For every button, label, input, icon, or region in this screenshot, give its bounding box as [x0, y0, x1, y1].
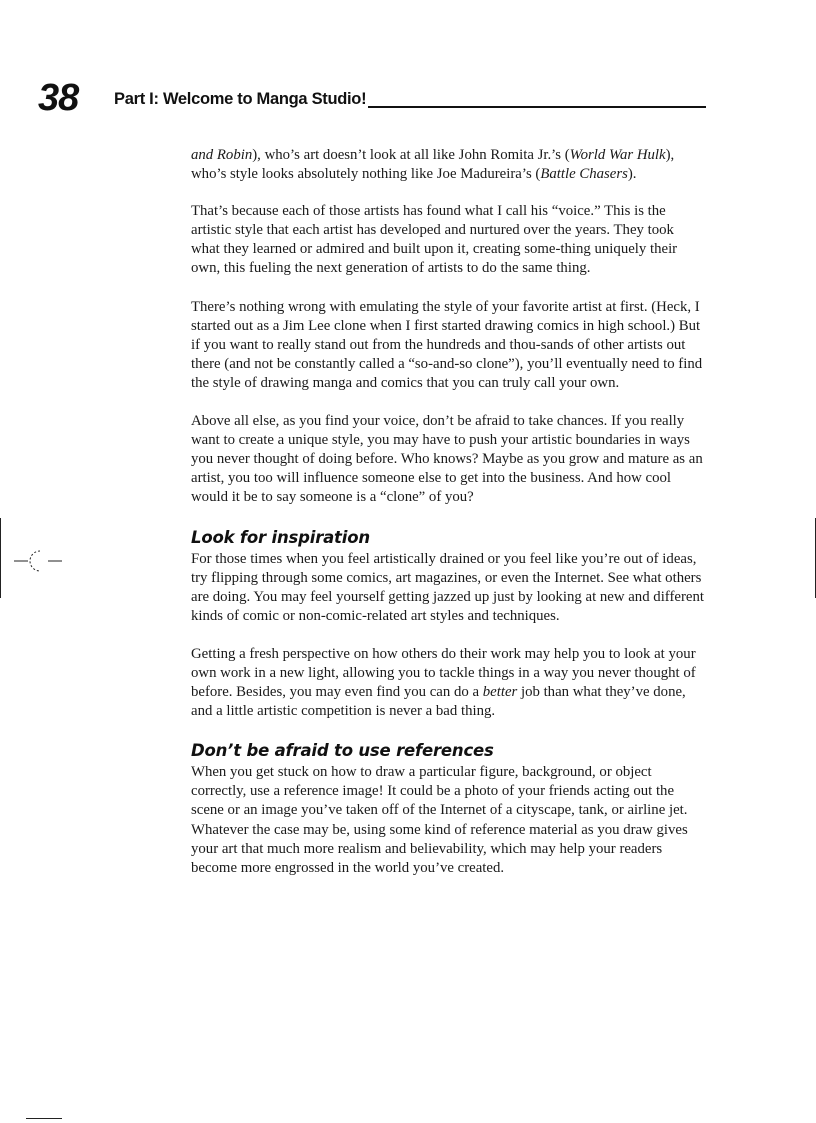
- crop-line-bottom: [26, 1118, 62, 1119]
- paragraph-5: For those times when you feel artistically drained or you feel like you’re out of ideas, try flipping through some comics, art magazines, or even the Internet. See what others are doing. You may feel yourself getting jazzed up just by looking at new and different kinds of comic or non-comic-related art styles and techniques.: [191, 550, 704, 624]
- paragraph-1: [191, 146, 706, 184]
- crop-line-left: [0, 518, 1, 598]
- body-text: [191, 146, 706, 897]
- paragraph-7: When you get stuck on how to draw a particular figure, background, or object correctly, use a reference image! It could be a photo of your friends acting out the scene or an image you’ve taken off of the Internet of a cityscape, tank, or airline jet. Whatever the case may be, using some kind of reference material as you draw gives your art that much more realism and believability, which may help your readers become more engrossed in the world you’ve created.: [191, 764, 688, 876]
- paragraph-6: [191, 645, 706, 721]
- text-span: ).: [627, 166, 637, 183]
- text-span: ), who’s style looks absolutely nothing like Joe Madureira’s (: [191, 147, 675, 183]
- title-world-war-hulk: World War Hulk: [569, 147, 666, 163]
- title-batman-and-robin: and Robin: [191, 147, 253, 163]
- title-battle-chasers: Battle Chasers: [540, 166, 628, 183]
- registration-mark-icon: [14, 548, 62, 574]
- text-span: job than what they’ve done, and a little artistic competition is never a bad thing.: [191, 684, 686, 720]
- section-heading-inspiration: Look for inspiration: [191, 527, 370, 547]
- text-span: ), who’s art doesn’t look at all like John Romita Jr.’s (: [252, 147, 570, 163]
- paragraph-3: There’s nothing wrong with emulating the style of your favorite artist at first. (Heck, I started out as a Jim Lee clone when I first started drawing comics in high school.) But if you want to really stand out from the hundreds and thou-sands of other artists out there (and not be constantly called a “so-and-so clone”), you’ll eventually need to find the style of drawing manga and comics that you can truly call your own.: [191, 298, 703, 391]
- page-number: 38: [38, 77, 79, 119]
- header-rule: [368, 106, 706, 108]
- emphasis-better: better: [482, 684, 518, 701]
- text-span: Getting a fresh perspective on how others do their work may help you to look at your own work in a new light, allowing you to tackle things in a way you never thought of before. Besides, you may even find you can do a: [191, 645, 696, 701]
- running-head: Part I: Welcome to Manga Studio!: [114, 90, 367, 108]
- paragraph-2: That’s because each of those artists has found what I call his “voice.” This is the artistic style that each artist has developed and nurtured over the years. They took what they learned or admired and built upon it, creating some-thing uniquely their own, this fueling the next generation of artists to do the same thing.: [191, 203, 678, 277]
- section-heading-references: Don’t be afraid to use references: [191, 741, 494, 761]
- page-header: [38, 76, 706, 120]
- paragraph-4: Above all else, as you find your voice, don’t be afraid to take chances. If you really want to create a unique style, you may have to push your artistic boundaries in ways you never thought of doing before. Who knows? Maybe as you grow and mature as an artist, you too will influence someone else to get into the business. And how cool would it be to say someone is a “clone” of you?: [191, 413, 703, 506]
